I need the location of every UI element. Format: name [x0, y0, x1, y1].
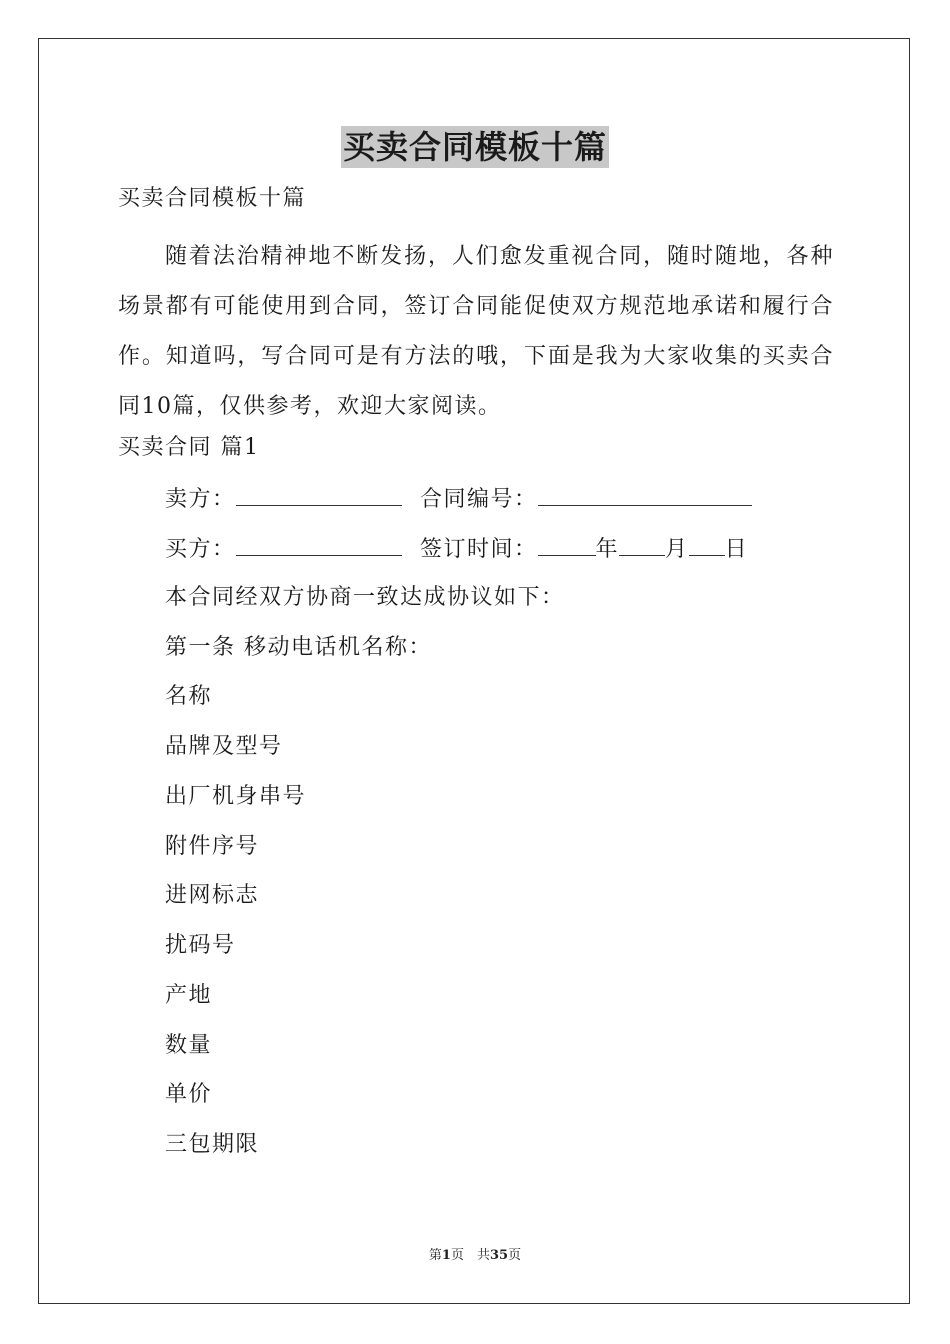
field-item: 扰码号 — [165, 933, 236, 958]
buyer-blank[interactable] — [236, 533, 402, 556]
month-label: 月 — [665, 537, 689, 562]
field-item: 数量 — [165, 1033, 213, 1058]
field-item: 单价 — [165, 1082, 213, 1107]
page-border — [38, 38, 910, 1304]
intro-paragraph: 随着法治精神地不断发扬，人们愈发重视合同，随时随地，各种场景都有可能使用到合同，签订合同能促使双方规范地承诺和履行合作。知道吗，写合同可是有方法的哦，下面是我为大家收集的买卖合同10篇，仅供参考，欢迎大家阅读。 — [118, 244, 834, 419]
title-wrap — [0, 126, 950, 168]
agreement-line: 本合同经双方协商一致达成协议如下： — [165, 585, 565, 610]
page-footer — [0, 1247, 950, 1265]
field-item: 品牌及型号 — [165, 734, 283, 759]
month-blank[interactable] — [619, 533, 665, 556]
buyer-row — [165, 533, 748, 565]
day-label: 日 — [724, 537, 749, 562]
buyer-label: 买方： — [165, 537, 236, 562]
document-title: 买卖合同模板十篇 — [342, 128, 607, 166]
seller-blank[interactable] — [236, 483, 402, 506]
contract-no-blank[interactable] — [538, 483, 752, 506]
day-blank[interactable] — [689, 533, 725, 556]
contract-no-label: 合同编号： — [420, 487, 538, 512]
field-item: 出厂机身串号 — [165, 784, 307, 809]
field-item: 名称 — [165, 684, 213, 709]
field-item: 进网标志 — [165, 883, 260, 908]
footer-prefix: 第 — [428, 1248, 442, 1263]
footer-total-pages: 35 — [489, 1248, 509, 1263]
field-item: 产地 — [165, 983, 213, 1008]
year-blank[interactable] — [538, 533, 596, 556]
document-subtitle: 买卖合同模板十篇 — [118, 186, 307, 211]
footer-current-page: 1 — [441, 1248, 451, 1263]
sign-time-label: 签订时间： — [420, 537, 538, 562]
footer-mid: 页 共 — [450, 1248, 490, 1263]
section-heading: 买卖合同 篇1 — [118, 435, 260, 460]
article-one: 第一条 移动电话机名称： — [165, 635, 432, 660]
field-item: 三包期限 — [165, 1132, 260, 1157]
seller-row — [165, 483, 752, 515]
year-label: 年 — [595, 537, 620, 562]
seller-label: 卖方： — [165, 487, 236, 512]
field-item: 附件序号 — [165, 834, 260, 859]
footer-suffix: 页 — [508, 1248, 522, 1263]
